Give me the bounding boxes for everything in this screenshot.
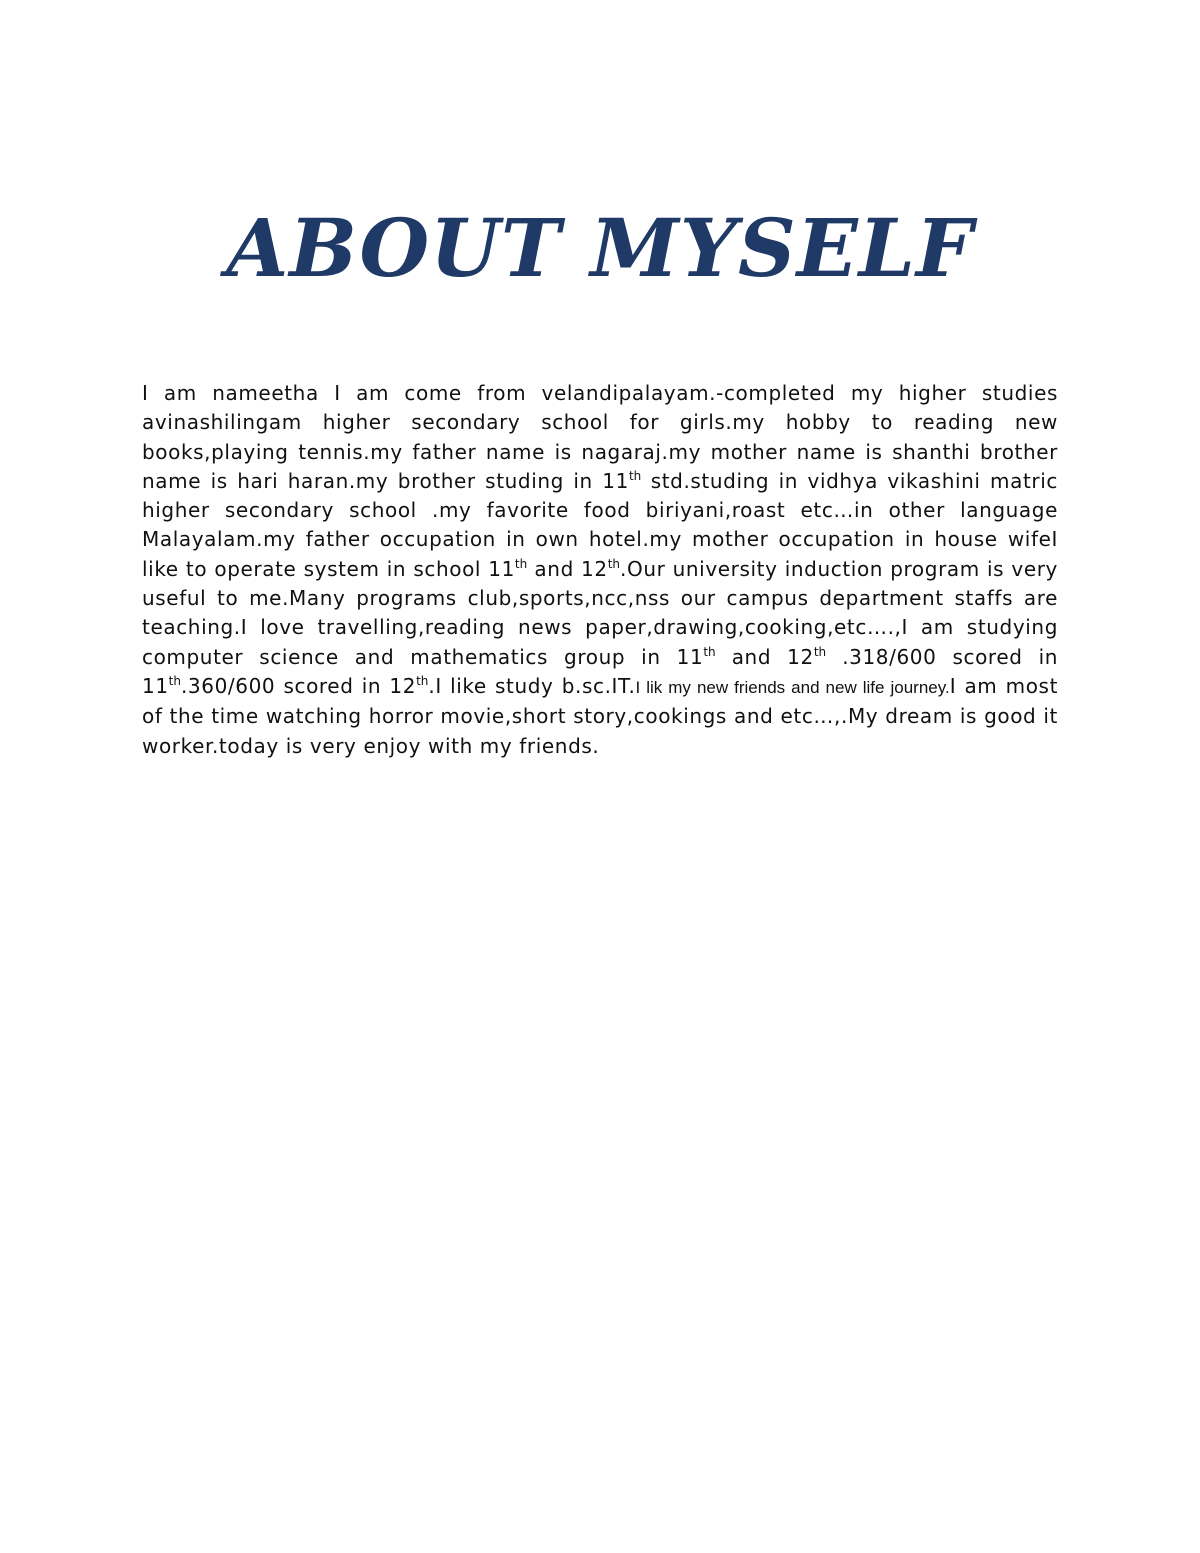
ordinal-suffix: th <box>607 556 621 571</box>
paragraph-text: .318/600 scored in 11 <box>142 644 1059 698</box>
ordinal-suffix: th <box>168 673 181 688</box>
ordinal-suffix: th <box>514 556 528 571</box>
ordinal-suffix: th <box>416 673 429 688</box>
page-title: ABOUT MYSELF <box>226 201 974 295</box>
paragraph-text: std.studing in vidhya vikashini matric higher secondary school .my favorite food biriyani,roast etc…in other language Malayalam.my father occupation in own hotel.my mother occupation in house wifeI like to operate system in school 11 <box>142 468 1058 581</box>
ordinal-suffix: th <box>813 644 827 659</box>
paragraph-text: I am most of the time watching horror movie,short story,cookings and etc…,.My dream is good it worker.today is very enjoy with my friends. <box>142 673 1059 758</box>
paragraph-text: .360/600 scored in 12 <box>180 673 417 698</box>
ordinal-suffix: th <box>628 468 642 483</box>
ordinal-suffix: th <box>703 644 716 659</box>
body-paragraph <box>142 379 1058 761</box>
paragraph-text: and 12 <box>527 556 608 581</box>
paragraph-text: and 12 <box>715 644 814 669</box>
paragraph-text: .Our university induction program is very useful to me.Many programs club,sports,ncc,nss our campus department staffs are teaching.I love travelling,reading news paper,drawing,cooking,etc….,I am studying computer science and mathematics group in 11 <box>142 556 1058 669</box>
paragraph-text: I am nameetha I am come from velandipalayam.-completed my higher studies avinashilingam higher secondary school for girls.my hobby to reading new books,playing tennis.my father name is nagaraj.my mother name is shanthi brother name is hari haran.my brother studing in 11 <box>142 381 1058 493</box>
paragraph-text: .I like study b.sc.IT. <box>428 673 636 698</box>
paragraph-text-alt-font: I lik my new friends and new life journey. <box>635 677 950 697</box>
